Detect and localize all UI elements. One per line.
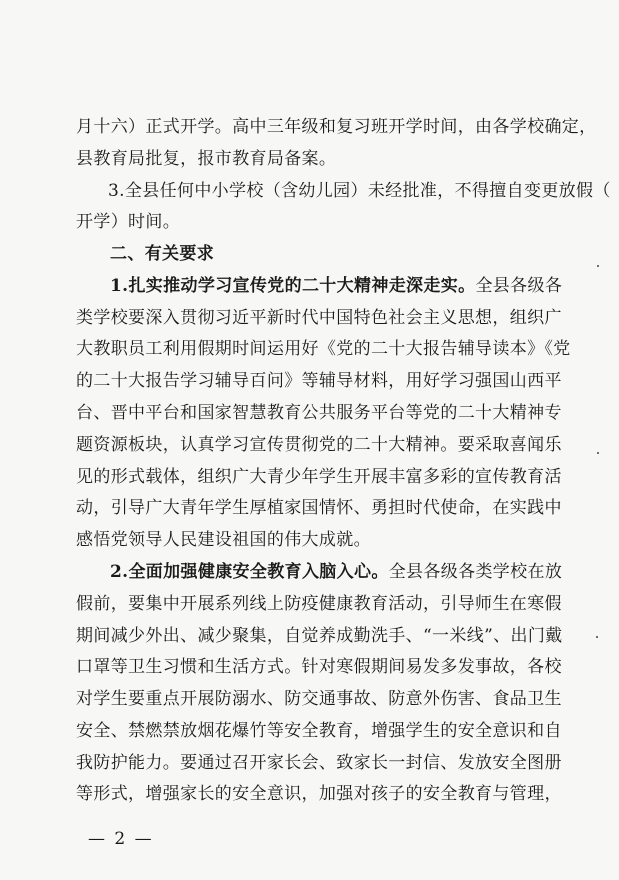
item-1-title: 1.扎实推动学习宣传党的二十大精神走深走实。 — [110, 276, 476, 296]
text-line-2: 县教育局批复，报市教育局备案。 — [76, 149, 337, 169]
item-2-title: 2.全面加强健康安全教育入脑入心。 — [110, 562, 389, 582]
text-line-20: 安全、禁燃禁放烟花爆竹等安全教育，增强学生的安全意识和自 — [76, 721, 562, 741]
item-2-lead-rest: 全县各级各类学校在放 — [388, 562, 563, 582]
item-1-lead-line — [110, 275, 563, 297]
section-heading: 二、有关要求 — [110, 244, 215, 264]
text-line-7: 类学校要深入贯彻习近平新时代中国特色社会主义思想，组织广 — [76, 308, 562, 328]
page-number: — 2 — — [88, 829, 154, 849]
text-line-1: 月十六）正式开学。高中三年级和复习班开学时间，由各学校确定， — [76, 117, 597, 137]
text-line-19: 对学生要重点开展防溺水、防交通事故、防意外伤害、食品卫生 — [76, 689, 562, 709]
text-line-12: 见的形式载体，组织广大青少年学生开展丰富多彩的宣传教育活 — [76, 467, 562, 487]
scan-speck — [597, 452, 599, 454]
text-line-4: 开学）时间。 — [76, 212, 181, 232]
text-line-13: 动，引导广大青年学生厚植家国情怀、勇担时代使命，在实践中 — [76, 498, 562, 518]
item-1-lead-rest: 全县各级各 — [475, 276, 563, 296]
scan-speck — [596, 636, 598, 638]
text-line-17: 期间减少外出、减少聚集，自觉养成勤洗手、“一米线”、出门戴 — [76, 626, 563, 646]
scan-speck — [597, 265, 599, 267]
text-line-16: 假前，要集中开展系列线上防疫健康教育活动，引导师生在寒假 — [76, 594, 562, 614]
text-line-11: 题资源板块，认真学习宣传贯彻党的二十大精神。要采取喜闻乐 — [76, 435, 562, 455]
text-line-3: 3.全县任何中小学校（含幼儿园）未经批准，不得擅自变更放假（ — [108, 181, 611, 201]
text-line-9: 的二十大报告学习辅导百问》等辅导材料，用好学习强国山西平 — [76, 371, 562, 391]
text-line-18: 口罩等卫生习惯和生活方式。针对寒假期间易发多发事故，各校 — [76, 657, 562, 677]
text-line-21: 我防护能力。要通过召开家长会、致家长一封信、发放安全图册 — [76, 753, 562, 773]
text-line-10: 台、晋中平台和国家智慧教育公共服务平台等党的二十大精神专 — [76, 403, 562, 423]
text-line-8: 大教职员工利用假期时间运用好《党的二十大报告辅导读本》《党 — [76, 339, 571, 359]
item-2-lead-line — [110, 561, 563, 583]
text-line-22: 等形式，增强家长的安全意识，加强对孩子的安全教育与管理， — [76, 784, 562, 804]
text-line-14: 感悟党领导人民建设祖国的伟大成就。 — [76, 530, 371, 550]
